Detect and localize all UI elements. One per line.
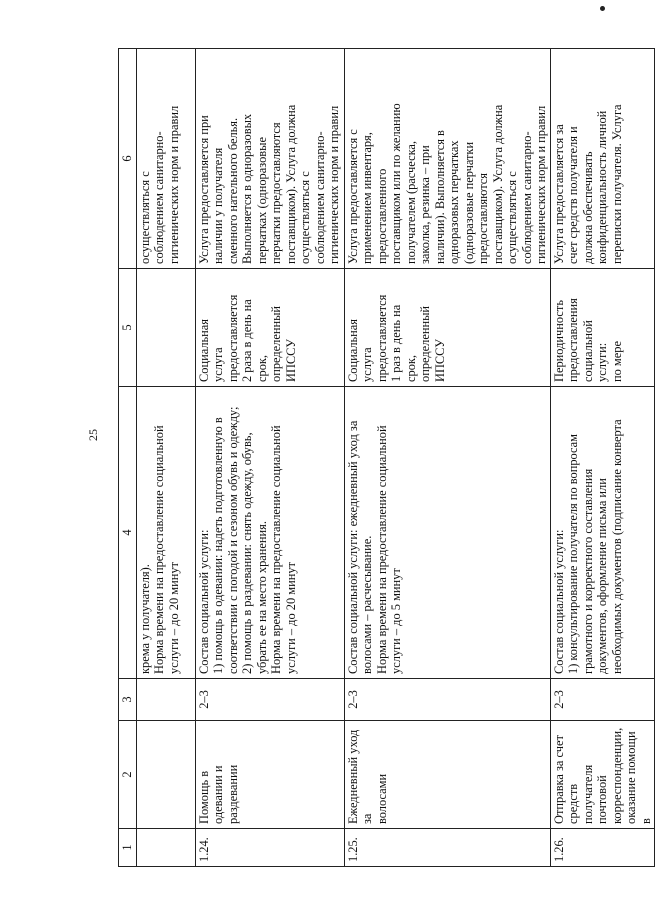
service-name: Ежедневный уход за волосами (344, 721, 550, 829)
service-periodicity: Периодичность предоставления социальной услуги: по мере (550, 269, 655, 387)
table-cell (136, 679, 195, 721)
header-cell: 6 (119, 49, 137, 269)
header-cell: 2 (119, 721, 137, 829)
continuation-conditions: осуществляться с соблюдением санитарно- гигиенических норм и правил (136, 49, 195, 269)
page-mark-dot (600, 6, 605, 11)
header-row (119, 49, 137, 867)
service-conditions: Услуга предоставляется с применением инвентаря, предоставленного поставщиком или по желанию получателем (расческа, заколка, резинка – при наличии). Выполняется в одноразовых перчатках (одноразовые перчатки предоставляются поставщиком). Услуга должна осуществляться с соблюдением санитарно- гигиенических норм и правил (344, 49, 550, 269)
header-cell: 5 (119, 269, 137, 387)
table-row (344, 49, 550, 867)
service-composition: Состав социальной услуги: 1) консультирование получателя по вопросам грамотного и корректного составления документов, оформление письма или необходимых документов (подписание конверта (550, 387, 655, 679)
page-number: 25 (86, 429, 100, 441)
table-row (195, 49, 344, 867)
service-periodicity: Социальная услуга предоставляется 2 раза в день на срок, определенный ИПССУ (195, 269, 344, 387)
priority-cell: 2–3 (550, 679, 655, 721)
table-row (550, 49, 655, 867)
continuation-composition: крема у получателя). Норма времени на предоставление социальной услуги – до 20 минут (136, 387, 195, 679)
table-cell (136, 269, 195, 387)
service-composition: Состав социальной услуги: ежедневный уход за волосами – расчесывание. Норма времени на предоставление социальной услуги – до 5 минут (344, 387, 550, 679)
service-name: Помощь в одевании и раздевании (195, 721, 344, 829)
row-number: 1.25. (344, 829, 550, 867)
header-cell: 1 (119, 829, 137, 867)
service-name: Отправка за счет средств получателя почтовой корреспонденции, оказание помощи в (550, 721, 655, 829)
service-composition: Состав социальной услуги: 1) помощь в одевании: надеть подготовленную в соответствии с погодой и сезоном обувь и одежду; 2) помощь в раздевании: снять одежду, обувь, убрать ее на место хранения. Норма времени на предоставление социальной услуги – до 20 минут (195, 387, 344, 679)
service-conditions: Услуга предоставляется за счет средств получателя и должна обеспечивать конфиденциальность личной переписки получателя. Услуга (550, 49, 655, 269)
table-cell (136, 721, 195, 829)
row-number: 1.24. (195, 829, 344, 867)
continuation-row (136, 49, 195, 867)
services-table-rotated (118, 49, 653, 867)
service-periodicity: Социальная услуга предоставляется 1 раз в день на срок, определенный ИПССУ (344, 269, 550, 387)
service-conditions: Услуга предоставляется при наличии у получателя сменного нательного белья. Выполняется в одноразовых перчатках (одноразовые перчатки предоставляются поставщиком). Услуга должна осуществляться с соблюдением санитарно- гигиенических норм и правил (195, 49, 344, 269)
priority-cell: 2–3 (344, 679, 550, 721)
header-cell: 3 (119, 679, 137, 721)
services-table (118, 48, 655, 867)
priority-cell: 2–3 (195, 679, 344, 721)
header-cell: 4 (119, 387, 137, 679)
table-cell (136, 829, 195, 867)
row-number: 1.26. (550, 829, 655, 867)
